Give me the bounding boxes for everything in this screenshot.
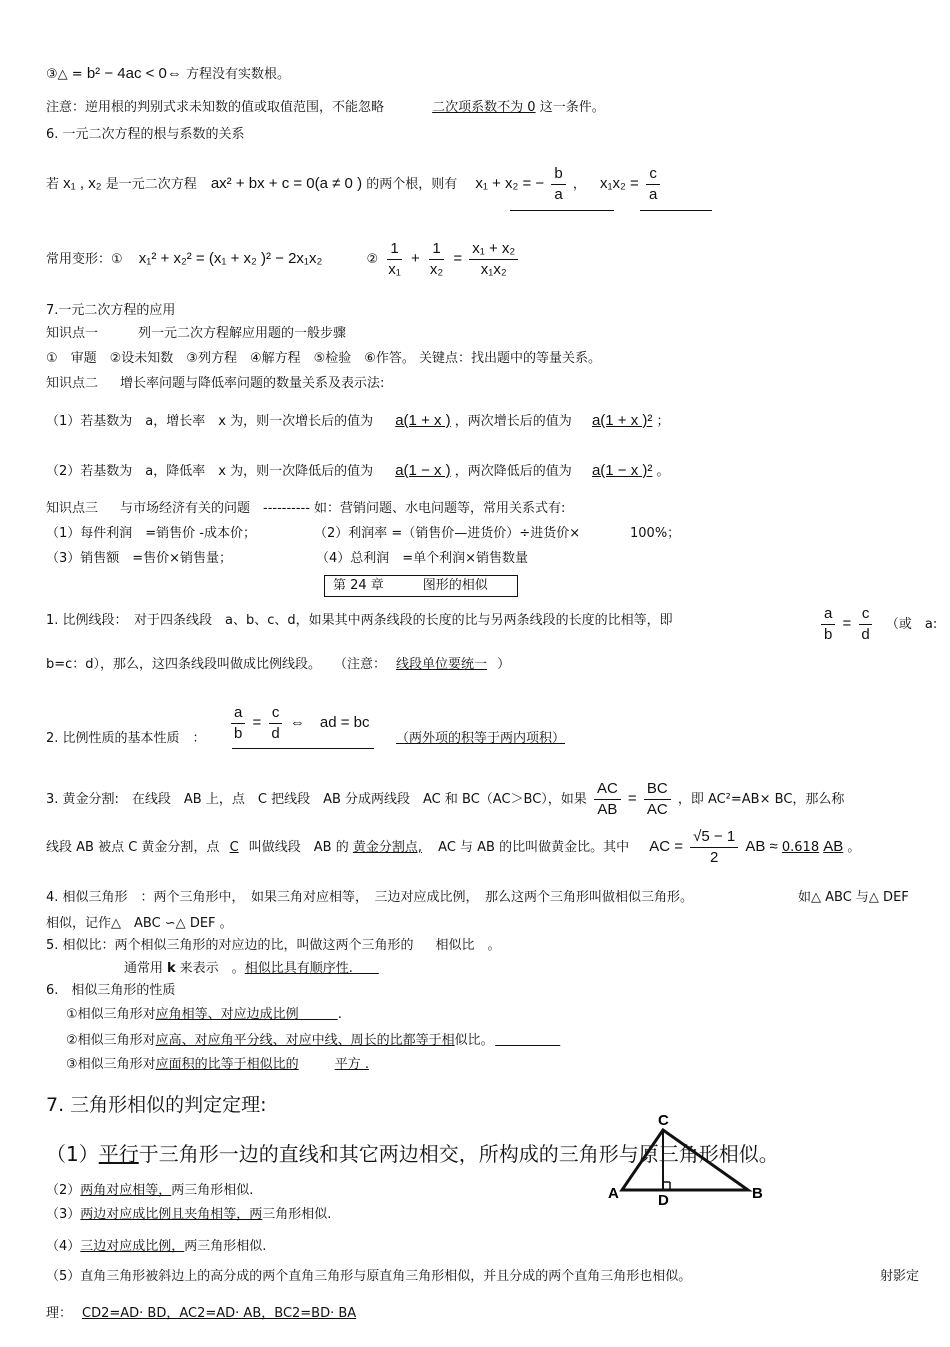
vieta-roots: x₁ , x₂ <box>63 175 102 192</box>
frac-1-x2: $\frac{1}{\text{x₂}}$ <box>429 240 444 278</box>
chapter-24-title: 第 24 章 图形的相似 <box>324 575 518 597</box>
discriminant-line <box>46 65 290 84</box>
sum-fraction: $\frac{b}{a}$ <box>551 164 565 205</box>
criterion-3: （3）两边对应成比例且夹角相等，两三角形相似. <box>46 1207 332 1222</box>
discriminant-conclusion: 方程没有实数根。 <box>186 67 291 82</box>
criterion-5: （5）直角三角形被斜边上的高分成的两个直角三角形与原直角三角形相似，并且分成的两个直角三角形也相似。 射影定 <box>46 1269 920 1284</box>
sum-of-roots: x₁ + x₂ = − <box>475 175 545 192</box>
criterion-4: （4）三边对应成比例，两三角形相似. <box>46 1239 267 1254</box>
note-text: 注意：逆用根的判别式求未知数的值或取值范围，不能忽略 <box>46 100 385 115</box>
solution-steps: ① 审题 ②设未知数 ③列方程 ④解方程 ⑤检验 ⑥作答。 关键点：找出题中的等量关系。 <box>46 351 602 366</box>
section-6-heading <box>46 126 245 144</box>
note-line <box>46 99 605 117</box>
basic-property-note: （两外项的积等于两内项积） <box>396 731 566 746</box>
triangle-abc <box>622 1130 748 1190</box>
label-a: A <box>608 1185 619 1202</box>
proportion-formula: $\frac{a}{b}$ = $\frac{c}{d}$ （或 a: <box>818 603 937 646</box>
frac-1-x1: $\frac{1}{\text{x₁}}$ <box>388 240 401 278</box>
basic-property-label: 2. 比例性质的基本性质 ： <box>46 731 206 746</box>
property-2: ②相似三角形对应高、对应角平分线、对应中线、周长的比都等于相似比。 <box>66 1033 488 1048</box>
growth-line: （1）若基数为 a，增长率 x 为，则一次增长后的值为 a(1 + x ) ，两次增长后的值为 a(1 + x )² ； <box>46 412 670 429</box>
knowledge-1: 知识点一 列一元二次方程解应用题的一般步骤 <box>46 326 347 341</box>
decline-line: （2）若基数为 a，降低率 x 为，则一次降低后的值为 a(1 − x ) ，两次降低后的值为 a(1 − x )² 。 <box>46 462 670 479</box>
vieta-then: 的两个根，则有 <box>366 177 458 192</box>
transform-2-label: ② <box>366 252 379 267</box>
quadratic-equation: ax² + bx + c = 0(a ≠ 0 ) <box>210 175 363 192</box>
proportional-segments-cont: b=c：d），那么，这四条线段叫做成比例线段。 （注意： 线段单位要统一 ） <box>46 657 511 672</box>
criteria-heading: 7. 三角形相似的判定定理: <box>46 1094 267 1116</box>
label-c: C <box>658 1112 669 1129</box>
triangle-figure <box>600 1108 770 1208</box>
property-3: ③相似三角形对应面积的比等于相似比的 平方 . <box>66 1057 369 1072</box>
basic-property-formula: $\frac{a}{b}$ = $\frac{c}{d}$ ⇔ ad = bc <box>228 700 370 747</box>
decline-twice: a(1 − x )² <box>591 462 653 479</box>
golden-section: 3. 黄金分割: 在线段 AB 上，点 C 把线段 AB 分成两线段 AC 和 BC（AC＞BC），如果 $\frac{AC}{AB}$ = $\frac{BC}{AC}$ ，即 AC²=AB× BC，那么称 <box>46 780 845 818</box>
transform-line: 常用变形：① x₁² + x₂² = (x₁ + x₂ )² − 2x₁x₂ ② $\frac{1}{\text{x₁}}$ + $\frac{1}{\text{x₂}}$ = $\frac{\text{x₁ + x₂}}{\text{x₁x₂}}$ <box>46 238 521 281</box>
property-1: ①相似三角形对应角相等、对应边成比例 . <box>66 1007 342 1022</box>
basic-property-underline <box>232 748 374 749</box>
relation-row-2: （3）销售额 =售价×销售量； （4）总利润 =单个利润×销售数量 <box>46 551 529 566</box>
knowledge-3: 知识点三 与市场经济有关的问题 ---------- 如：营销问题、水电问题等，常用关系式有: <box>46 501 566 516</box>
similarity-ratio: 5. 相似比：两个相似三角形的对应边的比，叫做这两个三角形的 相似比 。 <box>46 938 501 953</box>
golden-section-cont: 线段 AB 被点 C 黄金分割，点 C 叫做线段 AB 的 黄金分割点, AC 与 AB 的比叫做黄金比。其中 AC = $\frac{√5 - 1}{2}$ AB ≈ 0.618 AB 。 <box>46 828 861 866</box>
criterion-1: （1）平行于三角形一边的直线和其它两边相交，所构成的三角形与原三角形相似。 <box>46 1142 779 1166</box>
discriminant-formula: b² − 4ac < 0⇔ <box>86 65 182 82</box>
label-b: B <box>752 1185 763 1202</box>
properties-heading: 6. 相似三角形的性质 <box>46 983 176 998</box>
section-7-heading: 7.一元二次方程的应用 <box>46 303 176 318</box>
label-d: D <box>658 1192 669 1208</box>
product-of-roots: x₁x₂ = <box>599 175 639 192</box>
section-6-title: 6. 一元二次方程的根与系数的关系 <box>46 127 245 142</box>
projection-theorem: 理： CD2=AD· BD，AC2=AD· AB，BC2=BD· BA <box>46 1306 357 1321</box>
product-fraction: $\frac{c}{a}$ <box>646 164 660 205</box>
discriminant-prefix: ③△ = <box>46 67 83 82</box>
criterion-2: （2）两角对应相等，两三角形相似. <box>46 1183 254 1198</box>
note-end: 这一条件。 <box>539 100 605 115</box>
similar-triangles-def: 4. 相似三角形 ：两个三角形中， 如果三角对应相等， 三边对应成比例， 那么这两个三角形叫做相似三角形。 如△ ABC 与△ DEF <box>46 890 909 905</box>
transform-1: x₁² + x₂² = (x₁ + x₂ )² − 2x₁x₂ <box>138 250 323 267</box>
similar-notation: 相似，记作△ ABC ∽△ DEF 。 <box>46 916 233 931</box>
vieta-underline-1 <box>510 210 614 211</box>
decline-once: a(1 − x ) <box>395 462 451 479</box>
relation-row-1: （1）每件利润 =销售价 -成本价； （2）利润率 =（销售价—进货价）÷进货价× 100%； <box>46 526 681 541</box>
transform-label: 常用变形：① <box>46 252 123 267</box>
vieta-line: 若 x₁ , x₂ 是一元二次方程 ax² + bx + c = 0(a ≠ 0 ) 的两个根，则有 x₁ + x₂ = − $\frac{b}{a}$ ， x₁x₂ = $\frac{c}{a}$ <box>46 163 663 206</box>
frac-sum-over-product: $\frac{\text{x₁ + x₂}}{\text{x₁x₂}}$ <box>469 239 518 280</box>
vieta-underline-2 <box>640 210 712 211</box>
note-key-condition: 二次项系数不为 0 <box>432 100 536 115</box>
vieta-text: 是一元二次方程 <box>105 177 197 192</box>
similarity-ratio-cont: 通常用 k 来表示 。相似比具有顺序性. <box>124 961 353 976</box>
knowledge-2: 知识点二 增长率问题与降低率问题的数量关系及表示法: <box>46 376 385 391</box>
vieta-if: 若 <box>46 177 60 192</box>
growth-twice: a(1 + x )² <box>591 412 653 429</box>
proportional-segments: 1. 比例线段： 对于四条线段 a、b、c、d，如果其中两条线段的长度的比与另两条线段的长度的比相等，即 <box>46 613 673 628</box>
growth-once: a(1 + x ) <box>395 412 451 429</box>
